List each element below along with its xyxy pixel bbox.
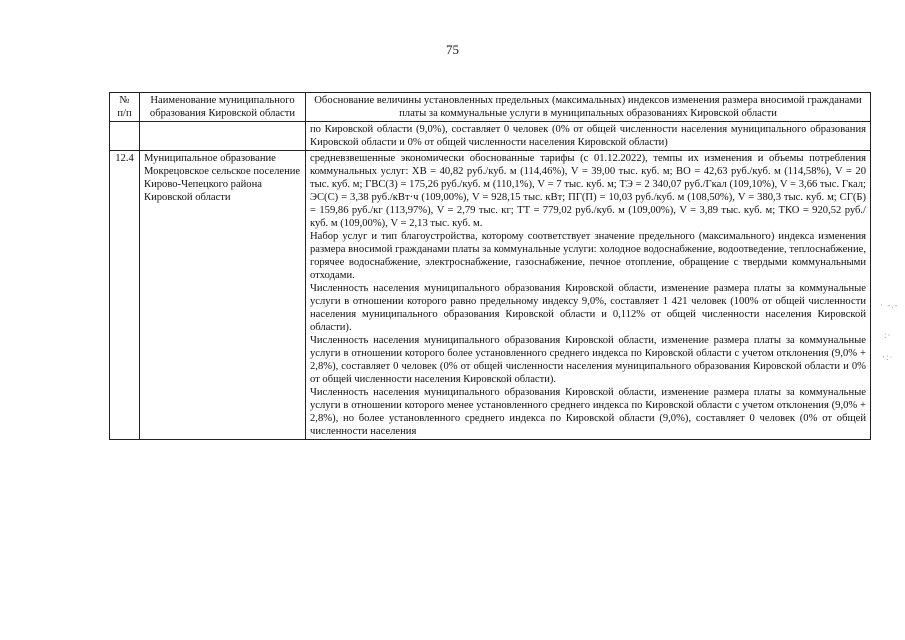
- header-num: № п/п: [110, 93, 140, 122]
- tariff-justification-table: [109, 92, 871, 440]
- row-justification: [306, 151, 871, 440]
- paragraph-population-between: Численность населения муниципального образования Кировской области, изменение размера платы за коммунальные услуги в отношении которого менее установленного среднего индекса по Кировской области с учетом отклонения (9,0% + 2,8%), но более установленного среднего индекса по Кировской области (9,0%), составляет 0 человек (0% от общей численности населения: [310, 387, 866, 437]
- table-row-continuation: [110, 122, 871, 151]
- paragraph-tariffs: средневзвешенные экономически обоснованные тарифы (с 01.12.2022), темпы их изменения и объемы потребления коммунальных услуг: ХВ = 40,82 руб./куб. м (114,46%), V = 39,00 тыс. куб. м; ВО = 42,63 руб./куб. м (114,58%), V = 20 тыс. куб. м; ГВС(З) = 175,26 руб./куб. м (110,1%), V = 7 тыс. куб. м; ТЭ = 2 340,07 руб./Гкал (109,10%), V = 3,66 тыс. Гкал; ЭС(С) = 3,38 руб./кВт·ч (109,00%), V = 928,15 тыс. кВт; ПГ(П) = 10,03 руб./куб. м (108,50%), V = 380,3 тыс. куб. м; СГ(Б) = 159,86 руб./кг (113,97%), V = 2,79 тыс. кг; ТТ = 779,02 руб./куб. м (109,00%), V = 3,89 тыс. куб. м; ТКО = 920,52 руб./куб. м (109,00%), V = 2,13 тыс. куб. м.: [310, 153, 866, 229]
- cell-empty-name: [140, 122, 306, 151]
- header-basis: Обоснование величины установленных предельных (максимальных) индексов изменения размера вносимой гражданами платы за коммунальные услуги в муниципальных образованиях Кировской области: [306, 93, 871, 122]
- scan-noise-mark: :·: [884, 330, 892, 340]
- page-number: 75: [446, 42, 459, 57]
- paragraph-services: Набор услуг и тип благоустройства, которому соответствует значение предельного (максимального) индекса изменения размера вносимой гражданами платы за коммунальные услуги: холодное водоснабжение, водоотведение, теплоснабжение, горячее водоснабжение, электроснабжение, газоснабжение, печное отопление, обращение с твердыми коммунальными отходами.: [310, 231, 866, 281]
- paragraph-population-equal: Численность населения муниципального образования Кировской области, изменение размера платы за коммунальные услуги в отношении которого равно предельному индексу 9,0%, составляет 1 421 человек (100% от общей численности населения муниципального образования Кировской области и 0,112% от общей численности населения Кировской области).: [310, 283, 866, 333]
- paragraph-population-above: Численность населения муниципального образования Кировской области, изменение размера платы за коммунальные услуги в отношении которого более установленного среднего индекса по Кировской области с учетом отклонения (9,0% + 2,8%), составляет 0 человек (0% от общей численности населения муниципального образования Кировской области и 0% от общей численности населения Кировской области).: [310, 335, 866, 385]
- cell-empty-num: [110, 122, 140, 151]
- table-header-row: [110, 93, 871, 122]
- cell-continuation: [306, 122, 871, 151]
- scan-noise-mark: ·:·: [882, 352, 894, 362]
- continuation-text: по Кировской области (9,0%), составляет 0 человек (0% от общей численности населения муниципального образования Кировской области и 0% от общей численности населения Кировской области): [310, 124, 866, 148]
- table-row: [110, 151, 871, 440]
- row-municipality-name: Муниципальное образование Мокрецовское сельское поселение Кирово-Чепецкого района Кировской области: [140, 151, 306, 440]
- scan-noise-mark: · -.-: [880, 300, 899, 310]
- header-name: Наименование муниципального образования Кировской области: [140, 93, 306, 122]
- row-number: 12.4: [110, 151, 140, 440]
